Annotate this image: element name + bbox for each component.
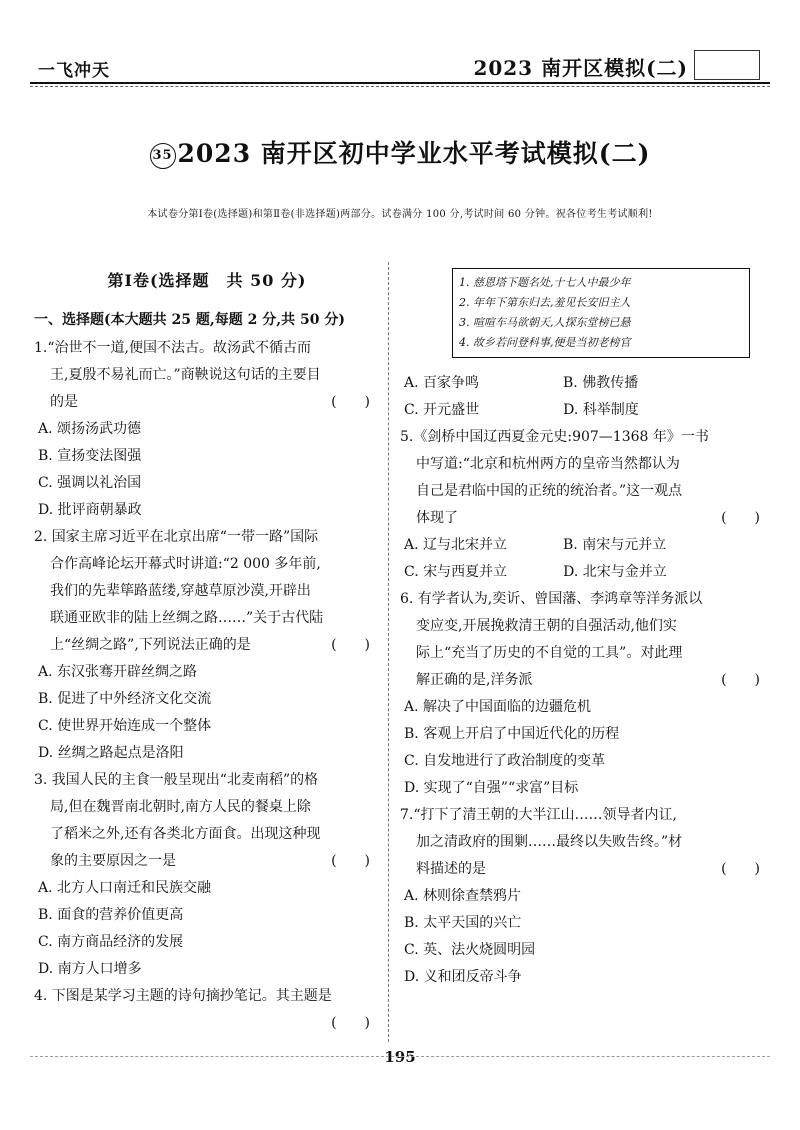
line-text: 联通亚欧非的陆上丝绸之路……”关于古代陆	[50, 610, 324, 626]
question-text	[400, 802, 770, 829]
answer-option	[34, 497, 380, 524]
question-text	[400, 856, 770, 883]
brand-logo-text: 一飞冲天	[38, 61, 110, 81]
answer-blank: ( )	[331, 853, 370, 869]
column-divider	[388, 262, 389, 1042]
line-text: B. 宣扬变法图强	[38, 448, 142, 464]
line-text: C. 开元盛世 D. 科举制度	[404, 402, 639, 418]
poem-line: 2. 年年下第东归去,羞见长安旧主人	[459, 296, 631, 309]
line-text: 的是	[50, 394, 78, 410]
line-text: B. 客观上开启了中国近代化的历程	[404, 726, 620, 742]
question-text	[400, 478, 770, 505]
answer-option	[400, 397, 770, 424]
answer-option	[34, 956, 380, 983]
paper-number-badge: 35	[150, 143, 176, 169]
question-text	[34, 578, 380, 605]
header-rule	[30, 82, 770, 84]
line-text: A. 东汉张骞开辟丝绸之路	[38, 664, 198, 680]
line-text: 合作高峰论坛开幕式时讲道:“2 000 多年前,	[50, 556, 321, 572]
line-text: D. 义和团反帝斗争	[404, 969, 522, 985]
header-rule-dashed	[30, 86, 770, 87]
question-text	[400, 586, 770, 613]
poem-line: 4. 故乡若问登科事,便是当初老榜官	[459, 336, 631, 349]
answer-option	[400, 883, 770, 910]
answer-option	[400, 775, 770, 802]
answer-blank: ( )	[331, 1015, 370, 1031]
publisher-logo-icon	[694, 50, 760, 80]
line-text: 解正确的是,洋务派	[416, 672, 533, 688]
line-text: C. 宋与西夏并立 D. 北宋与金并立	[404, 564, 667, 580]
question-text	[400, 613, 770, 640]
line-text: 7.“打下了清王朝的大半江山……领导者内讧,	[400, 807, 677, 823]
line-text: 体现了	[416, 510, 458, 526]
line-text: 象的主要原因之一是	[50, 853, 176, 869]
answer-option	[34, 686, 380, 713]
line-text: 2. 国家主席习近平在北京出席“一带一路”国际	[34, 529, 319, 545]
question-text	[34, 983, 380, 1010]
answer-option	[34, 740, 380, 767]
exam-instructions: 本试卷分第Ⅰ卷(选择题)和第Ⅱ卷(非选择题)两部分。试卷满分 100 分,考试时间 60 分钟。祝各位考生考试顺利!	[147, 209, 653, 220]
answer-option	[400, 532, 770, 559]
question-text	[400, 451, 770, 478]
answer-blank: ( )	[721, 672, 760, 688]
question-text	[34, 362, 380, 389]
left-column	[34, 268, 380, 1037]
line-text: 3. 我国人民的主食一般呈现出“北麦南稻”的格	[34, 772, 319, 788]
answer-blank: ( )	[331, 394, 370, 410]
line-text: 了稻米之外,还有各类北方面食。出现这种现	[50, 826, 321, 842]
paper-title-text: 2023 南开区初中学业水平考试模拟(二)	[177, 139, 651, 168]
line-text: C. 南方商品经济的发展	[38, 934, 184, 950]
answer-option	[400, 721, 770, 748]
line-text: D. 批评商朝暴政	[38, 502, 142, 518]
line-text: A. 林则徐查禁鸦片	[404, 888, 522, 904]
question-text	[400, 424, 770, 451]
answer-blank: ( )	[721, 510, 760, 526]
page-number: 195	[384, 1048, 416, 1066]
line-text: B. 面食的营养价值更高	[38, 907, 184, 923]
line-text: 王,夏殷不易礼而亡。”商鞅说这句话的主要目	[50, 367, 321, 383]
answer-option	[34, 659, 380, 686]
line-text: 5.《剑桥中国辽西夏金元史:907—1368 年》一书	[400, 429, 709, 445]
line-text: B. 太平天国的兴亡	[404, 915, 522, 931]
answer-option	[34, 902, 380, 929]
answer-option	[34, 416, 380, 443]
answer-option	[34, 929, 380, 956]
answer-option	[400, 964, 770, 991]
poem-line: 3. 喧喧车马欲朝天,人探东堂榜已悬	[459, 316, 631, 329]
question-text	[34, 551, 380, 578]
answer-option	[400, 370, 770, 397]
answer-option	[34, 470, 380, 497]
line-text: A. 颂扬汤武功德	[38, 421, 142, 437]
question-text	[400, 667, 770, 694]
answer-option	[34, 443, 380, 470]
poem-line: 1. 慈恩塔下题名处,十七人中最少年	[459, 276, 631, 289]
answer-blank: ( )	[721, 861, 760, 877]
header-title: 2023 南开区模拟(二)	[473, 56, 688, 80]
line-text: D. 实现了“自强”“求富”目标	[404, 780, 579, 796]
question-text	[34, 605, 380, 632]
section-title: 第Ⅰ卷(选择题 共 50 分)	[107, 271, 307, 290]
question-text	[400, 829, 770, 856]
answer-option	[34, 875, 380, 902]
line-text: 局,但在魏晋南北朝时,南方人民的餐桌上除	[50, 799, 311, 815]
line-text: 6. 有学者认为,奕䜣、曾国藩、李鸿章等洋务派以	[400, 591, 703, 607]
answer-option	[34, 713, 380, 740]
right-question-list	[400, 370, 770, 991]
line-text: 际上“充当了历史的不自觉的工具”。对此理	[416, 645, 683, 661]
line-text: A. 解决了中国面临的边疆危机	[404, 699, 592, 715]
page-title	[0, 134, 800, 170]
question-text	[34, 632, 380, 659]
answer-option	[400, 937, 770, 964]
question-text	[34, 524, 380, 551]
line-text: 4. 下图是某学习主题的诗句摘抄笔记。其主题是	[34, 988, 332, 1004]
answer-option	[400, 694, 770, 721]
line-text: 加之清政府的围剿……最终以失败告终。”材	[416, 834, 683, 850]
line-text: 料描述的是	[416, 861, 486, 877]
line-text: 变应变,开展挽救清王朝的自强活动,他们实	[416, 618, 677, 634]
question-text	[400, 505, 770, 532]
question-text	[400, 640, 770, 667]
line-text: 中写道:“北京和杭州两方的皇帝当然都认为	[416, 456, 680, 472]
line-text: C. 强调以礼治国	[38, 475, 142, 491]
answer-option	[400, 559, 770, 586]
answer-blank: ( )	[331, 637, 370, 653]
line-text: A. 北方人口南迁和民族交融	[38, 880, 212, 896]
section-heading: 一、选择题(本大题共 25 题,每题 2 分,共 50 分)	[34, 312, 345, 328]
line-text: C. 英、法火烧圆明园	[404, 942, 536, 958]
line-text: C. 自发地进行了政治制度的变革	[404, 753, 606, 769]
line-text: C. 使世界开始连成一个整体	[38, 718, 212, 734]
question-text	[34, 848, 380, 875]
right-column	[400, 268, 770, 991]
question-text	[34, 794, 380, 821]
line-text: A. 辽与北宋并立 B. 南宋与元并立	[404, 537, 667, 553]
answer-option	[400, 910, 770, 937]
question-text	[34, 821, 380, 848]
left-question-list	[34, 335, 380, 1031]
footer-rule	[30, 1056, 770, 1057]
line-text: B. 促进了中外经济文化交流	[38, 691, 212, 707]
line-text: D. 南方人口增多	[38, 961, 142, 977]
question-text	[34, 767, 380, 794]
poem-notes-box	[452, 268, 750, 358]
line-text: 1.“治世不一道,便国不法古。故汤武不循古而	[34, 340, 311, 356]
line-text: D. 丝绸之路起点是洛阳	[38, 745, 184, 761]
question-text	[34, 389, 380, 416]
line-text: A. 百家争鸣 B. 佛教传播	[404, 375, 639, 391]
question-text	[34, 335, 380, 362]
line-text: 我们的先辈筚路蓝缕,穿越草原沙漠,开辟出	[50, 583, 311, 599]
line-text: 上“丝绸之路”,下列说法正确的是	[50, 637, 251, 653]
answer-option	[400, 748, 770, 775]
line-text: 自己是君临中国的正统的统治者。”这一观点	[416, 483, 683, 499]
